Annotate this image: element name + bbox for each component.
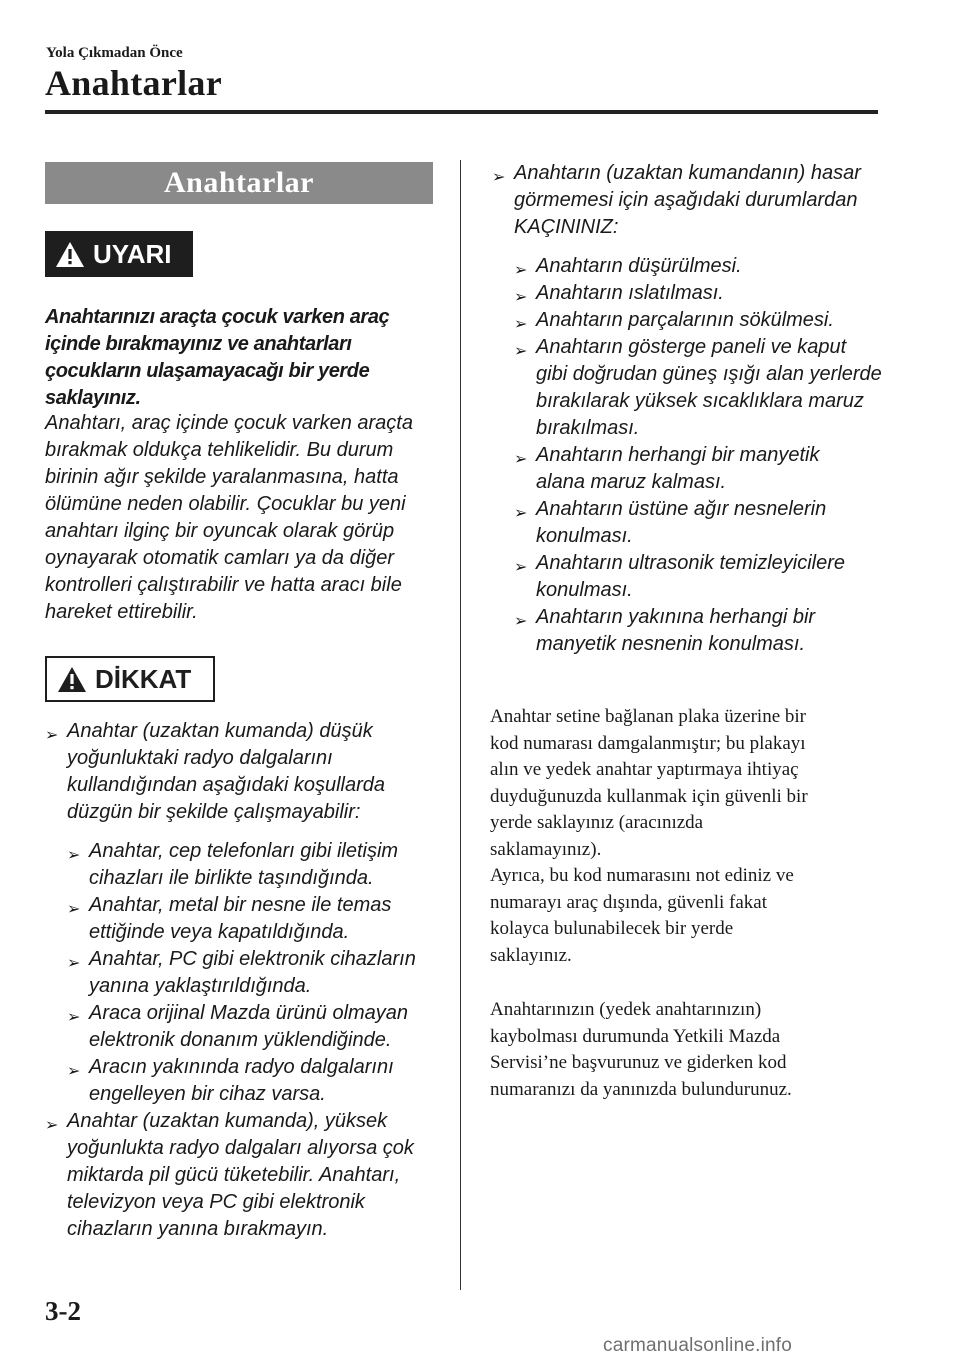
list-item-text: Anahtar (uzaktan kumanda) düşük yoğunluktaki radyo dalgalarını kullandığından aşağıdaki koşullarda düzgün bir şekilde çalışmayabilir: xyxy=(67,720,385,823)
caution-badge xyxy=(45,656,215,702)
page-number: 3-2 xyxy=(45,1296,81,1326)
list-item xyxy=(45,718,450,1108)
triangle-bullet-icon: ➢ xyxy=(514,613,528,630)
caution-triangle-icon xyxy=(57,666,87,693)
warning-triangle-icon xyxy=(55,241,85,268)
list-item-text: Anahtar (uzaktan kumanda), yüksek yoğunlukta radyo dalgaları alıyorsa çok miktarda pil gücü tüketebilir. Anahtarı, televizyon veya PC gibi elektronik cihazların yanına bırakmayın. xyxy=(67,1110,414,1240)
sub-list-item: ➢ Anahtar, metal bir nesne ile temas ettiğinde veya kapatıldığında. xyxy=(67,894,392,943)
page-title: Anahtarlar xyxy=(45,63,222,103)
triangle-bullet-icon: ➢ xyxy=(67,955,81,972)
triangle-bullet-icon: ➢ xyxy=(45,727,59,744)
sub-list-item: ➢ Anahtar, cep telefonları gibi iletişim cihazları ile birlikte taşındığında. xyxy=(67,840,399,889)
header-rule xyxy=(45,110,878,114)
triangle-bullet-icon: ➢ xyxy=(45,1117,59,1134)
triangle-bullet-icon: ➢ xyxy=(67,1063,81,1080)
section-title: Anahtarlar xyxy=(164,166,314,199)
watermark-text: carmanualsonline.info xyxy=(603,1335,793,1356)
caution-badge-label: DİKKAT xyxy=(95,663,192,694)
sub-list-item: ➢ Anahtarın herhangi bir manyetik alana maruz kalması. xyxy=(514,444,820,493)
sub-list-item: ➢ Anahtarın ultrasonik temizleyicilere konulması. xyxy=(514,552,846,601)
warning-bold-text: Anahtarınızı araçta çocuk varken araç içinde bırakmayınız ve anahtarları çocukların ulaşamayacağı bir yerde saklayınız. xyxy=(45,306,390,409)
warning-badge xyxy=(45,231,193,277)
triangle-bullet-icon: ➢ xyxy=(514,289,528,306)
triangle-bullet-icon: ➢ xyxy=(514,559,528,576)
sub-list-item: ➢ Anahtarın üstüne ağır nesnelerin konulması. xyxy=(514,498,827,547)
sub-list-item: ➢ Araca orijinal Mazda ürünü olmayan elektronik donanım yüklendiğinde. xyxy=(67,1002,409,1051)
list-item xyxy=(492,160,892,658)
triangle-bullet-icon: ➢ xyxy=(514,451,528,468)
triangle-bullet-icon: ➢ xyxy=(514,262,528,279)
triangle-bullet-icon: ➢ xyxy=(514,505,528,522)
triangle-bullet-icon: ➢ xyxy=(492,169,506,186)
warning-body-text: Anahtarı, araç içinde çocuk varken araçta bırakmak oldukça tehlikelidir. Bu durum birinin ağır şekilde yaralanmasına, hatta ölümüne neden olabilir. Çocuklar bu yeni anahtarı ilginç bir oyuncak olarak görüp oynayarak otomatik camları ya da diğer kontrolleri çalıştırabilir ve hatta aracı bile hareket ettirebilir. xyxy=(45,412,413,623)
triangle-bullet-icon: ➢ xyxy=(67,901,81,918)
sub-list-item: ➢ Anahtarın gösterge paneli ve kaput gibi doğrudan güneş ışığı alan yerlerde bırakılarak yüksek sıcaklıklara maruz bırakılması. xyxy=(514,336,882,439)
chapter-label: Yola Çıkmadan Önce xyxy=(46,45,183,61)
section-title-bar xyxy=(45,162,433,204)
damage-avoid-list xyxy=(492,160,892,658)
code-number-paragraph: Anahtar setine bağlanan plaka üzerine bir kod numarası damgalanmıştır; bu plakayı alın ve yedek anahtar yaptırmaya ihtiyaç duyduğunuzda kullanmak için güvenli bir yerde saklayınız (aracınızda saklamayınız). Ayrıca, bu kod numarasını not ediniz ve numarayı araç dışında, güvenli fakat kolayca bulunabilecek bir yerde saklayınız. xyxy=(490,706,808,966)
sub-list-item: ➢ Anahtarın düşürülmesi. xyxy=(514,253,892,280)
sub-list-item: ➢ Aracın yakınında radyo dalgalarını engelleyen bir cihaz varsa. xyxy=(67,1056,394,1105)
sub-list-item: ➢ Anahtar, PC gibi elektronik cihazların yanına yaklaştırıldığında. xyxy=(67,948,416,997)
triangle-bullet-icon: ➢ xyxy=(514,343,528,360)
lost-key-paragraph: Anahtarınızın (yedek anahtarınızın) kaybolması durumunda Yetkili Mazda Servisi’ne başvurunuz ve giderken kod numaranızı da yanınızda bulundurunuz. xyxy=(490,999,792,1100)
caution-list xyxy=(45,718,450,1243)
triangle-bullet-icon: ➢ xyxy=(67,847,81,864)
list-item-text: Anahtarın (uzaktan kumandanın) hasar görmemesi için aşağıdaki durumlardan KAÇININIZ: xyxy=(514,162,861,238)
list-item xyxy=(45,1108,450,1243)
column-divider xyxy=(460,160,461,1290)
sub-list-item: ➢ Anahtarın parçalarının sökülmesi. xyxy=(514,307,892,334)
sub-list-item: ➢ Anahtarın yakınına herhangi bir manyetik nesnenin konulması. xyxy=(514,606,816,655)
sub-list-item: ➢ Anahtarın ıslatılması. xyxy=(514,280,892,307)
triangle-bullet-icon: ➢ xyxy=(514,316,528,333)
warning-badge-label: UYARI xyxy=(93,238,172,269)
triangle-bullet-icon: ➢ xyxy=(67,1009,81,1026)
